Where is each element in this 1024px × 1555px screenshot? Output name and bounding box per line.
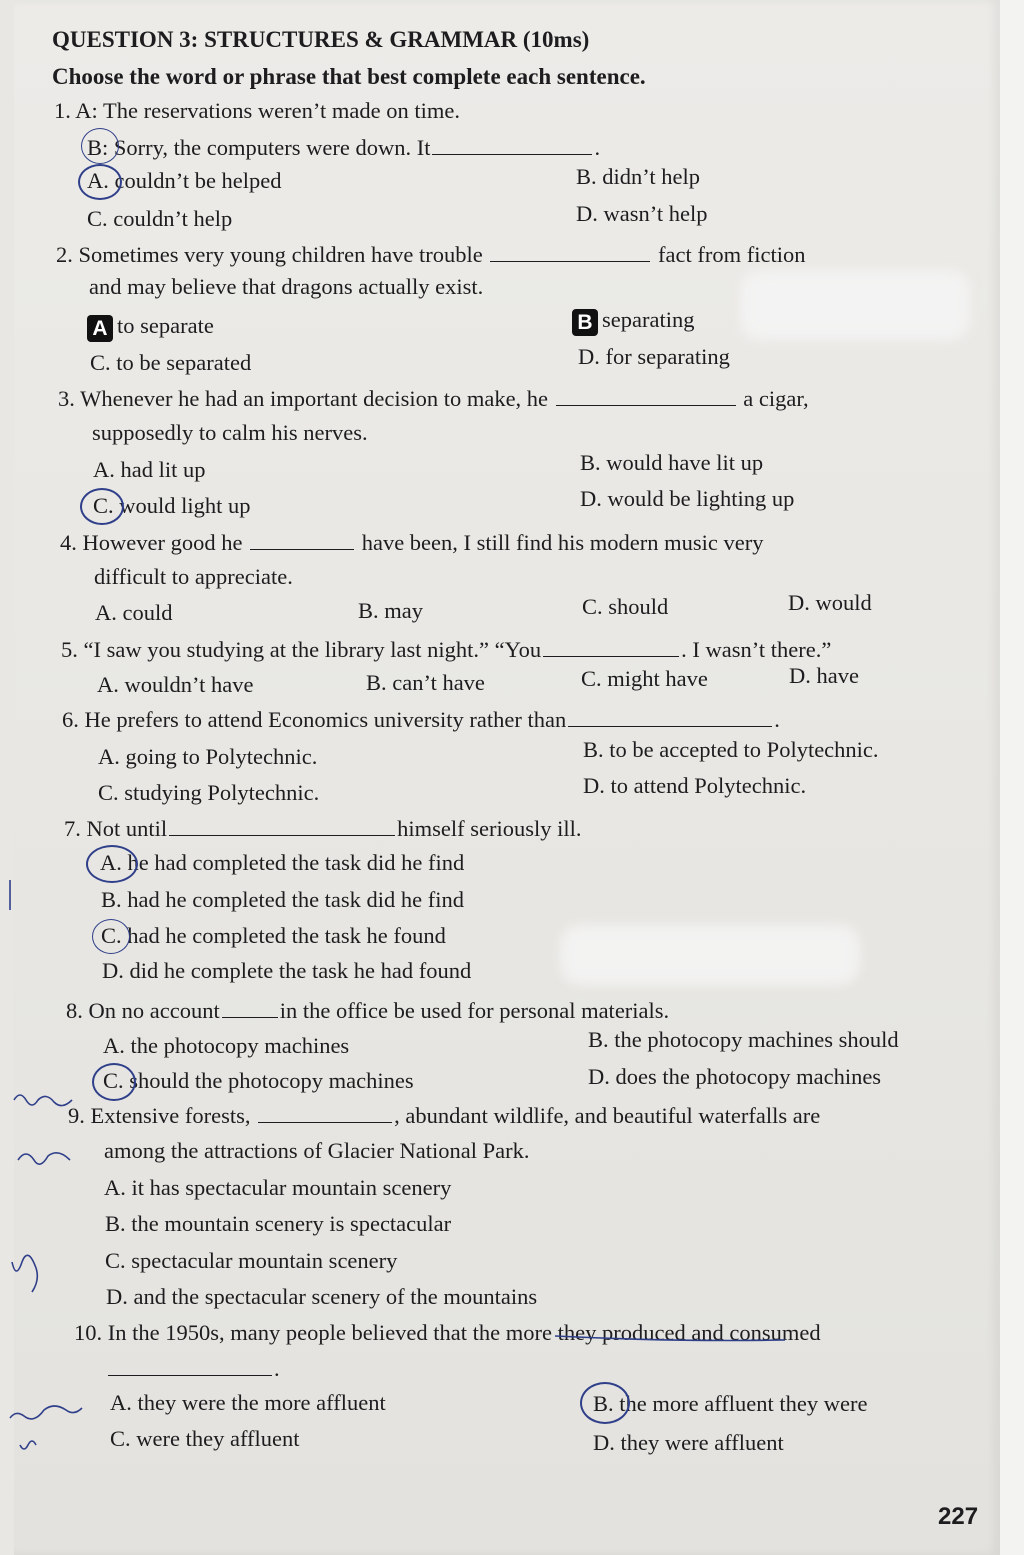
q3-option-d[interactable]: D. would be lighting up [580,486,795,511]
q6-option-c[interactable]: C. studying Polytechnic. [98,780,320,805]
answer-blank [556,385,736,406]
q2-option-a[interactable]: A to separate [87,313,214,342]
question-number: 8. [66,998,83,1023]
question-text: Sometimes very young children have trouble [78,242,483,267]
answer-blank [250,529,354,550]
question-text: have been, I still find his modern music very [361,530,764,555]
page-edge [1000,0,1024,1555]
question-text: A: The reservations weren’t made on time. [75,98,460,123]
question-text: “I saw you studying at the library last night.” “You [83,637,542,662]
q9-option-b[interactable]: B. the mountain scenery is spectacular [105,1211,452,1236]
answer-blank [108,1355,272,1376]
question-1-line-1 [54,98,460,124]
q8-option-d[interactable]: D. does the photocopy machines [588,1064,882,1089]
question-number: 1. [54,98,71,123]
question-number: 2. [56,242,73,267]
question-text: Extensive forests, [90,1103,251,1128]
smudge-1 [740,270,970,340]
q4-option-c[interactable]: C. should [582,594,669,619]
q6-option-a[interactable]: A. going to Polytechnic. [98,744,318,769]
question-text: a cigar, [743,386,809,411]
question-text: However good he [82,530,243,555]
q9-option-c[interactable]: C. spectacular mountain scenery [105,1248,398,1273]
q9-option-d[interactable]: D. and the spectacular scenery of the mountains [106,1284,538,1309]
question-text: In the 1950s, many people believed that the more they produced and consumed [107,1320,821,1345]
question-text: himself seriously ill. [397,816,582,841]
q2-option-d[interactable]: D. for separating [578,344,730,369]
question-number: 6. [62,707,79,732]
q1-option-b[interactable]: B. didn’t help [576,164,700,189]
section-instruction: Choose the word or phrase that best complete each sentence. [52,64,646,89]
section-title: QUESTION 3: STRUCTURES & GRAMMAR (10ms) [52,27,590,52]
q1-option-c[interactable]: C. couldn’t help [87,206,233,231]
question-text: Not until [86,816,168,841]
q7-option-a[interactable]: A. he had completed the task did he find [100,850,465,875]
question-4-line-2: difficult to appreciate. [94,564,293,589]
answer-blank [258,1102,392,1123]
question-10-line-2: . [106,1355,280,1382]
answer-circle [81,128,119,164]
q5-option-b[interactable]: B. can’t have [366,670,485,695]
q7-option-c[interactable]: C. had he completed the task he found [101,923,446,948]
question-text: in the office be used for personal materials. [279,998,670,1023]
question-3-line-2: supposedly to calm his nerves. [92,420,368,445]
question-4-line-1 [60,529,960,556]
answer-circle [92,1063,136,1101]
q6-option-d[interactable]: D. to attend Polytechnic. [583,773,807,798]
question-number: 3. [58,386,75,411]
question-number: 10. [74,1320,103,1345]
q10-option-a[interactable]: A. they were the more affluent [110,1390,386,1415]
question-5-line-1 [61,636,831,663]
smudge-2 [560,925,860,985]
question-text: , abundant wildlife, and beautiful waterfalls are [394,1103,821,1128]
question-6-line-1: 6. He prefers to attend Economics university rather than . [62,707,780,732]
q8-option-a[interactable]: A. the photocopy machines [103,1033,350,1058]
answer-blank [169,815,395,836]
answer-circle [92,919,130,954]
question-text: Whenever he had an important decision to make, he [80,386,549,411]
q5-option-a[interactable]: A. wouldn’t have [97,672,254,697]
q3-option-a[interactable]: A. had lit up [93,457,206,482]
q7-option-d[interactable]: D. did he complete the task he had found [102,958,472,983]
question-text: . I wasn’t there.” [681,637,832,662]
question-10-line-1 [74,1320,821,1346]
q3-option-b[interactable]: B. would have lit up [580,450,764,475]
option-a-badge: A [87,315,113,342]
q2-option-c[interactable]: C. to be separated [90,350,252,375]
question-text: fact from fiction [658,242,806,267]
q4-option-d[interactable]: D. would [788,590,872,615]
answer-blank [568,706,772,727]
answer-blank [490,241,650,262]
q10-option-d[interactable]: D. they were affluent [593,1430,784,1455]
page-number: 227 [938,1503,979,1530]
answer-blank [432,134,592,155]
question-number: 5. [61,637,78,662]
q8-option-c[interactable]: C. should the photocopy machines [103,1068,414,1093]
q3-option-c[interactable]: C. would light up [93,493,251,518]
q1-option-d[interactable]: D. wasn’t help [576,201,708,226]
q7-option-b[interactable]: B. had he completed the task did he find [101,887,465,912]
answer-circle [580,1382,630,1424]
question-9-line-1 [68,1102,974,1129]
q10-option-b[interactable]: B. the more affluent they were [593,1391,868,1416]
answer-circle [80,488,124,525]
q4-option-a[interactable]: A. could [95,600,173,625]
q5-option-c[interactable]: C. might have [581,666,708,691]
question-8-line-1 [66,997,669,1024]
q5-option-d[interactable]: D. have [789,663,859,688]
option-b-badge: B [572,309,598,336]
question-text: On no account [88,998,220,1023]
question-2-line-1 [56,241,960,268]
q1-option-a[interactable]: A. couldn’t be helped [87,168,282,193]
q2-option-b[interactable]: B separating [572,307,694,336]
question-number: 7. [64,816,81,841]
answer-circle [78,164,122,200]
question-9-line-2: among the attractions of Glacier National Park. [104,1138,530,1163]
question-number: 4. [60,530,77,555]
question-7-line-1 [64,815,582,842]
q10-option-c[interactable]: C. were they affluent [110,1426,300,1451]
question-3-line-1 [58,385,960,412]
answer-circle [86,845,138,883]
question-2-line-2: and may believe that dragons actually exist. [89,274,484,299]
question-1-line-2: B: Sorry, the computers were down. It . [87,135,601,160]
question-number: 9. [68,1103,85,1128]
answer-blank [543,636,679,657]
question-text: B: Sorry, the computers were down. It [87,135,431,160]
q9-option-a[interactable]: A. it has spectacular mountain scenery [104,1175,452,1200]
answer-blank [222,997,278,1018]
q6-option-b[interactable]: B. to be accepted to Polytechnic. [583,737,879,762]
question-text: He prefers to attend Economics university rather than [84,707,567,732]
q8-option-b[interactable]: B. the photocopy machines should [588,1027,899,1052]
q4-option-b[interactable]: B. may [358,598,423,623]
